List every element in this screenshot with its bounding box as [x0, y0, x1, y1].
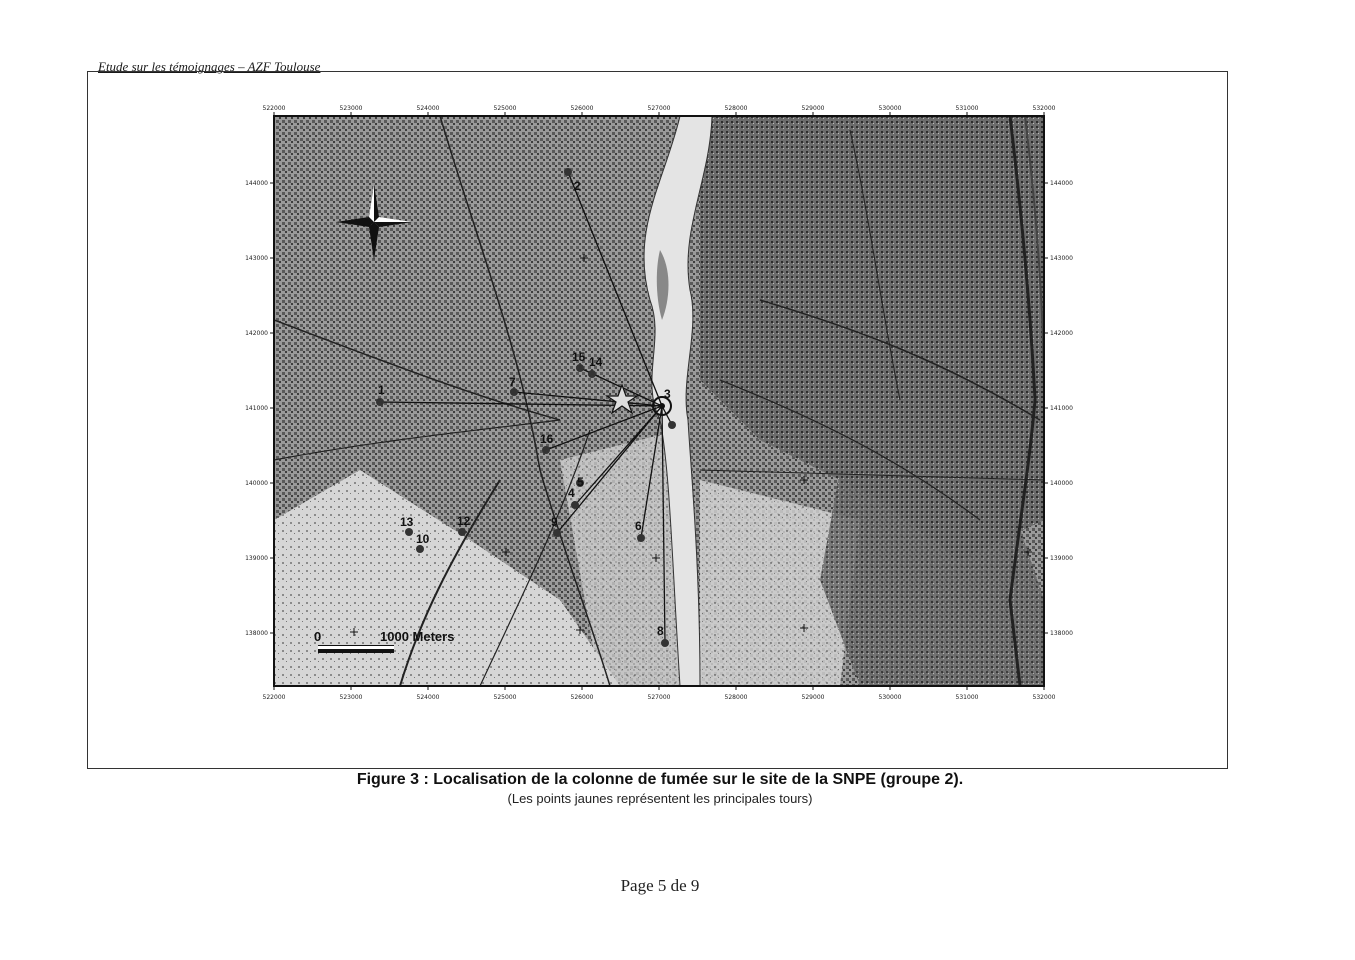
x-tick-label: 525000 — [493, 694, 517, 701]
y-tick-label: 142000 — [245, 330, 268, 337]
witness-point-label: 12 — [457, 514, 471, 528]
x-tick-label: 522000 — [262, 694, 286, 701]
x-tick-label: 532000 — [1032, 694, 1056, 701]
y-tick-label: 138000 — [245, 630, 268, 637]
y-tick-label: 140000 — [245, 480, 268, 487]
witness-point — [637, 534, 645, 542]
x-tick-label: 525000 — [493, 105, 517, 112]
figure-caption-note: (Les points jaunes représentent les principales tours) — [507, 791, 813, 806]
x-tick-label: 526000 — [570, 694, 594, 701]
witness-point-label: 5 — [577, 475, 584, 489]
y-tick-label: 139000 — [245, 555, 268, 562]
y-tick-label: 139000 — [1050, 555, 1073, 562]
y-tick-label: 142000 — [1050, 330, 1073, 337]
y-ticks-left — [245, 180, 274, 637]
header-title: Etude sur les témoignages – AZF Toulouse — [98, 59, 321, 74]
x-tick-label: 523000 — [339, 694, 363, 701]
x-tick-label: 524000 — [416, 105, 440, 112]
x-tick-label: 528000 — [724, 694, 748, 701]
x-tick-label: 530000 — [878, 105, 902, 112]
x-ticks-top — [263, 105, 1056, 116]
witness-point-label: 3 — [664, 387, 671, 401]
figure-caption: Figure 3 : Localisation de la colonne de fumée sur le site de la SNPE (groupe 2). — [356, 771, 964, 788]
x-tick-label: 523000 — [339, 105, 363, 112]
x-tick-label: 527000 — [647, 105, 671, 112]
witness-point — [416, 545, 424, 553]
x-tick-label: 530000 — [878, 694, 902, 701]
witness-point-label: 10 — [416, 532, 430, 546]
x-tick-label: 526000 — [570, 105, 594, 112]
witness-point-label: 9 — [551, 515, 558, 529]
y-tick-label: 141000 — [1050, 405, 1073, 412]
witness-point — [571, 501, 579, 509]
x-tick-label: 522000 — [262, 105, 286, 112]
x-tick-label: 529000 — [801, 694, 825, 701]
witness-point-label: 16 — [540, 432, 554, 446]
x-tick-label: 527000 — [647, 694, 671, 701]
witness-point — [458, 528, 466, 536]
y-tick-label: 138000 — [1050, 630, 1073, 637]
y-tick-label: 143000 — [245, 255, 268, 262]
witness-point-label: 6 — [635, 519, 642, 533]
witness-point — [510, 388, 518, 396]
x-tick-label: 528000 — [724, 105, 748, 112]
witness-point — [376, 398, 384, 406]
witness-point — [576, 364, 584, 372]
witness-point-label: 15 — [572, 350, 586, 364]
x-tick-label: 531000 — [955, 694, 979, 701]
witness-point-label: 1 — [378, 383, 385, 397]
y-tick-label: 144000 — [1050, 180, 1073, 187]
map-image — [274, 116, 1044, 686]
y-tick-label: 143000 — [1050, 255, 1073, 262]
y-ticks-right — [1044, 180, 1073, 637]
witness-point-label: 2 — [574, 179, 581, 193]
witness-point — [405, 528, 413, 536]
witness-point-label: 14 — [589, 355, 603, 369]
witness-point-label: 13 — [400, 515, 414, 529]
x-tick-label: 529000 — [801, 105, 825, 112]
x-tick-label: 532000 — [1032, 105, 1056, 112]
x-tick-label: 524000 — [416, 694, 440, 701]
witness-point — [668, 421, 676, 429]
witness-point-label: 4 — [568, 486, 575, 500]
witness-point-label: 7 — [509, 375, 516, 389]
witness-point — [588, 370, 596, 378]
witness-point — [542, 446, 550, 454]
y-tick-label: 141000 — [245, 405, 268, 412]
x-ticks-bottom — [263, 686, 1056, 701]
scale-bar-zero: 0 — [314, 629, 322, 644]
page-number: Page 5 de 9 — [620, 876, 700, 895]
witness-point-label: 8 — [657, 624, 664, 638]
scale-bar-distance: 1000 Meters — [380, 629, 455, 644]
witness-point — [553, 529, 561, 537]
x-tick-label: 531000 — [955, 105, 979, 112]
y-tick-label: 140000 — [1050, 480, 1073, 487]
witness-point — [661, 639, 669, 647]
witness-point — [564, 168, 572, 176]
y-tick-label: 144000 — [245, 180, 268, 187]
